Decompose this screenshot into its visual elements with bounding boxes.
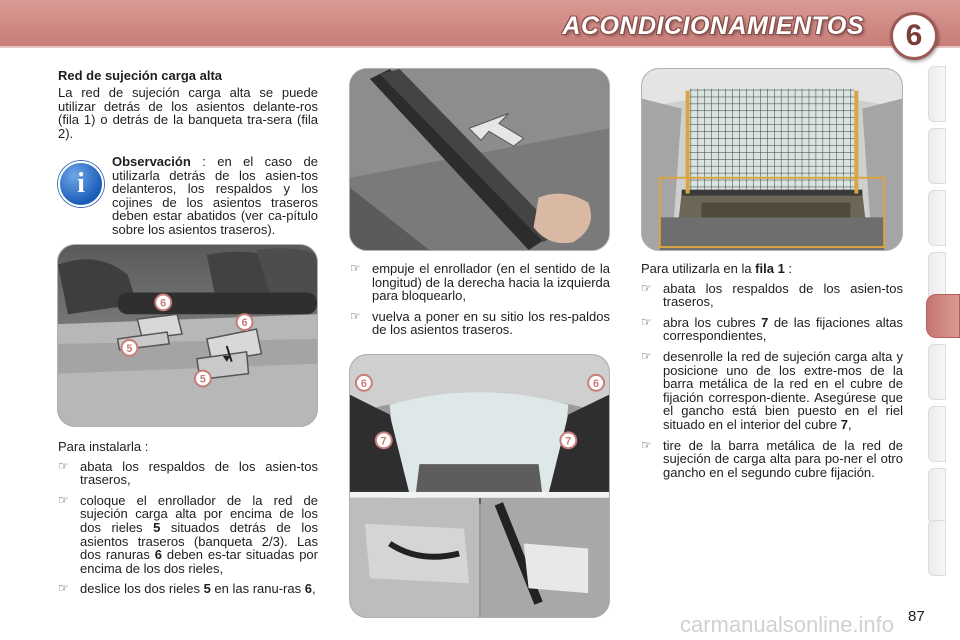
use-step-3: ☞ desenrolle la red de sujeción carga alta y posicione uno de los extre-mos de la barra metálica de la red en el cubre de fijación correspon-diente. Asegúrese que el gancho está bien puesto en el riel situado en el interior del cubre 7, <box>641 348 903 432</box>
rails-illustration <box>58 245 317 426</box>
chapter-tab-8[interactable] <box>928 406 946 462</box>
bullet-hand-icon: ☞ <box>641 314 652 329</box>
use-title: Para utilizarla en la fila 1 : <box>641 261 793 276</box>
chapter-tabs <box>928 66 960 576</box>
chapter-tab-2[interactable] <box>928 128 946 184</box>
photo-net-installed <box>641 68 903 251</box>
middle-step-1: ☞ empuje el enrollador (en el sentido de la longitud) de la derecha hacia la izquierda para bloquearlo, <box>350 261 610 304</box>
chapter-tab-6-active[interactable] <box>926 294 960 338</box>
chapter-tab-1[interactable] <box>928 66 946 122</box>
chapter-tab-3[interactable] <box>928 190 946 246</box>
rails-label-3: 5 <box>126 342 133 355</box>
bullet-hand-icon: ☞ <box>350 308 361 323</box>
header-divider <box>0 46 960 48</box>
interior-label-1: 6 <box>360 377 367 390</box>
interior-illustration <box>350 355 609 617</box>
chapter-tab-7[interactable] <box>928 344 946 400</box>
observation-text-a: : en el caso de utilizarla detrás de los asien-tos delanteros, los respaldos y los cojines de los asientos traseros deben estar abatidos (ver ca-pítulo sobre los asientos traseros). <box>112 154 318 237</box>
middle-step-2: ☞ vuelva a poner en su sitio los res-paldos de los asientos traseros. <box>350 308 610 338</box>
chapter-tab-9[interactable] <box>928 468 946 524</box>
section-heading: Red de sujeción carga alta <box>58 68 223 83</box>
rails-label-2: 6 <box>241 317 248 330</box>
observation-note <box>58 155 318 237</box>
install-instructions <box>58 440 318 603</box>
label-5b <box>195 371 211 387</box>
interior-label-2: 6 <box>593 377 600 390</box>
net-illustration <box>642 69 902 250</box>
bullet-hand-icon: ☞ <box>350 261 361 275</box>
bullet-hand-icon: ☞ <box>641 280 652 295</box>
middle-instructions <box>350 262 610 344</box>
interior-label-3: 7 <box>380 435 387 448</box>
photo-interior-fixings <box>349 354 610 618</box>
roller-illustration <box>350 69 609 250</box>
install-step-3: ☞ deslice los dos rieles 5 en las ranu-ras 6, <box>58 581 316 597</box>
rails-label-1: 6 <box>160 297 167 310</box>
intro-paragraph <box>58 86 318 148</box>
label-6b <box>237 314 253 330</box>
bullet-hand-icon: ☞ <box>641 437 652 452</box>
right-instructions <box>641 262 903 486</box>
label-5a <box>122 340 138 356</box>
install-step-2: ☞ coloque el enrollador de la red de sujeción carga alta por encima de los dos rieles 5 situados detrás de los asientos traseros (banqueta 2/3). Las dos ranuras 6 deben es-tar situadas por encima de los dos rieles, <box>58 492 318 576</box>
watermark: carmanualsonline.info <box>680 612 895 637</box>
bullet-hand-icon: ☞ <box>58 458 69 473</box>
install-step-1: ☞ abata los respaldos de los asien-tos traseros, <box>58 458 318 488</box>
use-step-2: ☞ abra los cubres 7 de las fijaciones altas correspondientes, <box>641 314 903 344</box>
chapter-tab-10[interactable] <box>928 520 946 576</box>
chapter-badge: 6 <box>890 12 938 60</box>
observation-label: Observación <box>112 154 191 169</box>
photo-roller-push <box>349 68 610 251</box>
intro-text: La red de sujeción carga alta se puede utilizar detrás de los asientos delante-ros (fila 1) o detrás de la banqueta tra-sera (fila 2). <box>58 85 318 141</box>
use-step-1: ☞ abata los respaldos de los asien-tos traseros, <box>641 280 903 310</box>
info-icon: i <box>58 161 104 207</box>
rails-label-4: 5 <box>199 373 206 386</box>
photo-roller-rails <box>57 244 318 427</box>
page-title: ACONDICIONAMIENTOS <box>562 12 864 40</box>
label-6a <box>155 294 171 310</box>
interior-label-4: 7 <box>565 435 572 448</box>
install-title: Para instalarla : <box>58 439 149 454</box>
use-step-4: ☞ tire de la barra metálica de la red de sujeción de carga alta para po-ner el otro gancho en el segundo cubre fijación. <box>641 437 903 480</box>
bullet-hand-icon: ☞ <box>58 492 69 507</box>
bullet-hand-icon: ☞ <box>58 581 69 596</box>
page-number: 87 <box>908 608 925 625</box>
bullet-hand-icon: ☞ <box>641 348 652 363</box>
